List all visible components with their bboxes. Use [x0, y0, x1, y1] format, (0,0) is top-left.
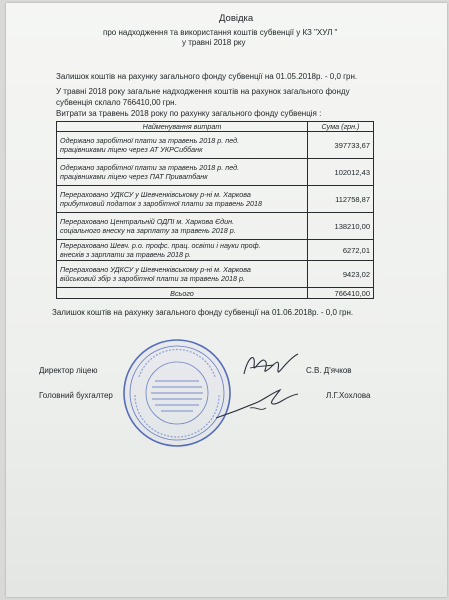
expense-line1: Перераховано УДКСУ у Шевченківському р-ні м. Харкова: [60, 265, 251, 274]
expenses-table: [56, 121, 374, 299]
director-label: Директор ліцею: [39, 366, 98, 375]
income-text-line2: субвенція склало 766410,00 грн.: [56, 98, 177, 107]
table-row: [57, 261, 374, 288]
accountant-label: Головний бухгалтер: [39, 391, 113, 400]
document-title: Довідка: [219, 13, 254, 24]
document-subtitle-line2: у травні 2018 рку: [182, 38, 246, 47]
expense-name-cell: [57, 186, 308, 213]
document-page: [6, 3, 447, 597]
table-row: [57, 159, 374, 186]
accountant-name: Л.Г.Хохлова: [326, 391, 371, 400]
expenses-heading: Витрати за травень 2018 року по рахунку загального фонду субвенція :: [56, 109, 322, 118]
income-text-line1: У травні 2018 року загальне надходження коштів на рахунок загального фонду: [56, 87, 350, 96]
column-header-name: Найменування витрат: [57, 122, 308, 132]
table-row: [57, 240, 374, 261]
expense-name-cell: [57, 159, 308, 186]
document-subtitle-line1: про надходження та використання коштів субвенції у КЗ "ХУЛ ": [103, 28, 338, 37]
expense-line1: Одержано заробітної плати за травень 2018 р. пед.: [60, 136, 240, 145]
expense-sum-cell: 397733,67: [308, 132, 374, 159]
table-total-row: [57, 288, 374, 299]
expense-line1: Перераховано УДКСУ у Шевченківському р-ні м. Харкова: [60, 190, 251, 199]
accountant-signature: [214, 386, 300, 422]
expense-sum-cell: 112758,87: [308, 186, 374, 213]
expense-line1: Перераховано Шевч. р.о. профс. прац. освіти і науки проф.: [60, 241, 261, 250]
expense-sum-cell: 102012,43: [308, 159, 374, 186]
closing-balance-text: Залишок коштів на рахунку загального фонду субвенції на 01.06.2018р. - 0,0 грн.: [52, 308, 354, 317]
expense-sum-cell: 138210,00: [308, 213, 374, 240]
table-row: [57, 213, 374, 240]
expense-line2: військовий збір з заробітної плати за травень 2018 р.: [60, 274, 245, 283]
expense-line2: працівниками ліцею через ПАТ Приватбанк: [60, 172, 208, 181]
opening-balance-text: Залишок коштів на рахунку загального фонду субвенції на 01.05.2018р. - 0,0 грн.: [56, 72, 358, 81]
expense-name-cell: [57, 261, 308, 288]
expense-sum-cell: 6272,01: [308, 240, 374, 261]
expense-line2: соціального внеску на зарплату за травень 2018 р.: [60, 226, 236, 235]
expense-name-cell: [57, 213, 308, 240]
expense-line1: Перераховано Центральній ОДПІ м. Харкова Єдин.: [60, 217, 235, 226]
expense-line2: прибутковий податок з заробітної плати за травень 2018: [60, 199, 262, 208]
total-label: Всього: [57, 288, 308, 299]
director-signature: [240, 348, 302, 382]
director-name: С.В. Д'ячков: [306, 366, 352, 375]
column-header-sum: Сума (грн.): [308, 122, 374, 132]
total-sum: 766410,00: [308, 288, 374, 299]
expense-name-cell: [57, 240, 308, 261]
table-row: [57, 186, 374, 213]
table-row: [57, 132, 374, 159]
expense-line2: внесків з зарплати за травень 2018 р.: [60, 250, 191, 259]
expense-line2: працівниками ліцею через АТ УКРСиббанк: [60, 145, 203, 154]
expense-line1: Одержано заробітної плати за травень 2018 р. пед.: [60, 163, 240, 172]
expense-sum-cell: 9423,02: [308, 261, 374, 288]
expense-name-cell: [57, 132, 308, 159]
table-header-row: [57, 122, 374, 132]
